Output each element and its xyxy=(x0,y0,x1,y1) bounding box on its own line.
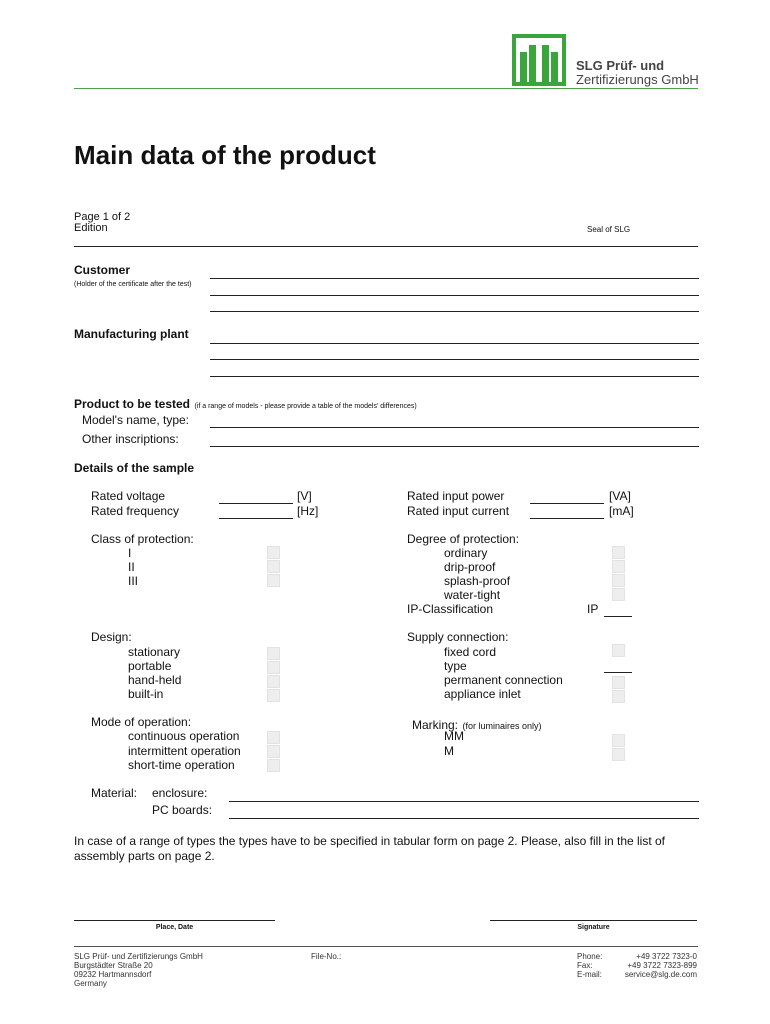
design-checkbox-2[interactable] xyxy=(267,661,280,674)
footer-address xyxy=(74,952,203,988)
degree-checkbox-1[interactable] xyxy=(612,546,625,559)
supply-item-2: type xyxy=(444,659,467,673)
design-item-4: built-in xyxy=(128,687,164,701)
header-divider xyxy=(74,88,698,89)
rated-voltage-label: Rated voltage xyxy=(91,489,166,503)
rated-input-current-line[interactable] xyxy=(530,518,604,519)
design-item-1: stationary xyxy=(128,645,181,659)
design-checkbox-3[interactable] xyxy=(267,675,280,688)
model-name-label: Model's name, type: xyxy=(82,413,190,427)
logo xyxy=(512,34,566,86)
current-unit: [mA] xyxy=(609,504,634,518)
marking-item-1: MM xyxy=(444,729,464,743)
footer-street: Burgstädter Straße 20 xyxy=(74,961,153,970)
seal-label: Seal of SLG xyxy=(587,225,631,234)
fax-label: Fax: xyxy=(577,961,593,970)
fax-value: +49 3722 7323-899 xyxy=(627,961,697,970)
design-checkbox-4[interactable] xyxy=(267,689,280,702)
company-name xyxy=(576,59,699,87)
slg-logo-icon xyxy=(512,34,566,86)
degree-item-1: ordinary xyxy=(444,546,488,560)
supply-checkbox-3[interactable] xyxy=(612,676,625,689)
place-date-line[interactable] xyxy=(74,920,275,921)
supply-connection-label: Supply connection: xyxy=(407,630,509,644)
mode-checkbox-3[interactable] xyxy=(267,759,280,772)
product-note: (if a range of models - please provide a table of the models' differences) xyxy=(194,403,417,410)
supply-checkbox-1[interactable] xyxy=(612,644,625,657)
company-line1: SLG Prüf- und xyxy=(576,58,665,73)
footer-city: 09232 Hartmannsdorf xyxy=(74,970,152,979)
page-title: Main data of the product xyxy=(74,140,376,170)
design-item-2: portable xyxy=(128,659,172,673)
supply-item-1: fixed cord xyxy=(444,645,497,659)
footer-contact-labels xyxy=(577,952,602,979)
details-heading: Details of the sample xyxy=(74,461,195,475)
marking-note: (for luminaires only) xyxy=(462,721,542,731)
class-item-3: III xyxy=(128,574,139,588)
rated-input-power-label: Rated input power xyxy=(407,489,505,503)
product-label-row xyxy=(74,395,417,413)
mode-checkbox-1[interactable] xyxy=(267,731,280,744)
header-rule xyxy=(74,246,698,247)
design-item-3: hand-held xyxy=(128,673,182,687)
class-checkbox-1[interactable] xyxy=(267,546,280,559)
customer-line-2[interactable] xyxy=(210,295,699,296)
marking-checkbox-1[interactable] xyxy=(612,734,625,747)
mode-checkbox-2[interactable] xyxy=(267,745,280,758)
other-inscriptions-line[interactable] xyxy=(210,446,699,447)
company-line2: Zertifizierungs GmbH xyxy=(576,72,699,87)
class-checkbox-2[interactable] xyxy=(267,560,280,573)
rated-frequency-line[interactable] xyxy=(219,518,293,519)
phone-label: Phone: xyxy=(577,952,603,961)
mode-item-3: short-time operation xyxy=(128,758,235,772)
supply-checkbox-4[interactable] xyxy=(612,690,625,703)
email-label: E-mail: xyxy=(577,970,602,979)
material-label: Material: xyxy=(91,786,138,800)
rated-input-power-line[interactable] xyxy=(530,503,604,504)
footer-country: Germany xyxy=(74,979,107,988)
supply-type-line[interactable] xyxy=(604,672,632,673)
power-unit: [VA] xyxy=(609,489,631,503)
degree-item-2: drip-proof xyxy=(444,560,496,574)
model-name-line[interactable] xyxy=(210,427,699,428)
rated-frequency-label: Rated frequency xyxy=(91,504,180,518)
rated-voltage-line[interactable] xyxy=(219,503,293,504)
phone-value: +49 3722 7323-0 xyxy=(636,952,697,961)
enclosure-label: enclosure: xyxy=(152,786,208,800)
other-inscriptions-label: Other inscriptions: xyxy=(82,432,179,446)
manufacturing-line-1[interactable] xyxy=(210,343,699,344)
customer-line-3[interactable] xyxy=(210,311,699,312)
degree-checkbox-2[interactable] xyxy=(612,560,625,573)
marking-label: Marking: xyxy=(412,718,459,732)
email-value[interactable]: service@slg.de.com xyxy=(624,970,697,979)
product-label: Product to be tested xyxy=(74,397,191,411)
supply-item-4: appliance inlet xyxy=(444,687,521,701)
manufacturing-label: Manufacturing plant xyxy=(74,327,189,341)
degree-checkbox-4[interactable] xyxy=(612,588,625,601)
file-no-label: File-No.: xyxy=(311,952,342,961)
pc-boards-label: PC boards: xyxy=(152,803,213,817)
range-note: In case of a range of types the types have to be specified in tabular form on page 2. Please, also fill in the list of assembly parts on page 2. xyxy=(74,834,666,863)
supply-item-3: permanent connection xyxy=(444,673,563,687)
customer-line-1[interactable] xyxy=(210,278,699,279)
mode-item-2: intermittent operation xyxy=(128,744,241,758)
design-label: Design: xyxy=(91,630,132,644)
ip-classification-line[interactable] xyxy=(604,616,632,617)
class-of-protection-label: Class of protection: xyxy=(91,532,194,546)
manufacturing-line-2[interactable] xyxy=(210,359,699,360)
degree-item-4: water-tight xyxy=(444,588,501,602)
edition-label: Edition xyxy=(74,222,108,234)
mode-of-operation-label: Mode of operation: xyxy=(91,715,192,729)
footer-rule xyxy=(74,946,698,947)
class-item-1: I xyxy=(128,546,132,560)
degree-item-3: splash-proof xyxy=(444,574,511,588)
enclosure-line[interactable] xyxy=(229,801,699,802)
marking-row xyxy=(412,716,542,734)
page-number: Page 1 of 2 xyxy=(74,211,131,223)
signature-line[interactable] xyxy=(490,920,697,921)
mode-item-1: continuous operation xyxy=(128,729,240,743)
pc-boards-line[interactable] xyxy=(229,818,699,819)
footer-company: SLG Prüf- und Zertifizierungs GmbH xyxy=(74,952,203,961)
voltage-unit: [V] xyxy=(297,489,312,503)
signature-label: Signature xyxy=(577,924,610,931)
degree-of-protection-label: Degree of protection: xyxy=(407,532,520,546)
ip-prefix: IP xyxy=(587,602,599,616)
class-item-2: II xyxy=(128,560,135,574)
degree-checkbox-3[interactable] xyxy=(612,574,625,587)
manufacturing-line-3[interactable] xyxy=(210,376,699,377)
footer-contact-values xyxy=(625,952,697,979)
place-date-label: Place, Date xyxy=(155,924,194,931)
customer-sublabel: (Holder of the certificate after the test) xyxy=(74,281,192,288)
marking-item-2: M xyxy=(444,744,454,758)
rated-input-current-label: Rated input current xyxy=(407,504,510,518)
class-checkbox-3[interactable] xyxy=(267,574,280,587)
frequency-unit: [Hz] xyxy=(297,504,319,518)
marking-checkbox-2[interactable] xyxy=(612,748,625,761)
design-checkbox-1[interactable] xyxy=(267,647,280,660)
ip-classification-label: IP-Classification xyxy=(407,602,494,616)
customer-label: Customer xyxy=(74,263,131,277)
